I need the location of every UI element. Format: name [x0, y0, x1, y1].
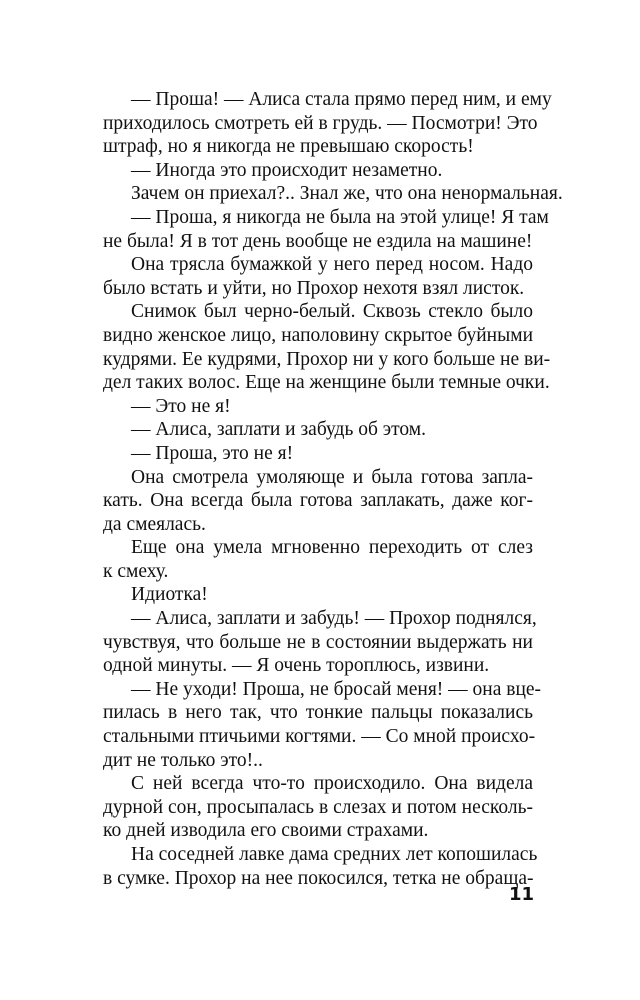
- text-line: штраф, но я никогда не превышаю скорость!: [103, 136, 474, 158]
- text-line: дурной сон, просыпалась в слезах и потом несколь-: [103, 796, 533, 818]
- page-number: 11: [508, 884, 534, 905]
- text-line: Еще она умела мгновенно переходить от слез: [131, 537, 533, 559]
- text-line: дел таких волос. Еще на женщине были темные очки.: [103, 372, 550, 394]
- text-line: пилась в него так, что тонкие пальцы показались: [103, 702, 533, 724]
- text-line: кать. Она всегда была готова заплакать, даже ког-: [103, 490, 533, 512]
- text-line: — Иногда это происходит незаметно.: [131, 159, 443, 181]
- text-line: кудрями. Ее кудрями, Прохор ни у кого больше не ви-: [103, 348, 551, 370]
- text-line: видно женское лицо, наполовину скрытое буйными: [103, 324, 533, 346]
- text-line: Она трясла бумажкой у него перед носом. Надо: [131, 254, 533, 276]
- text-line: — Проша, я никогда не была на этой улице! Я там: [131, 206, 549, 228]
- text-line: чувствуя, что больше не в состоянии выдержать ни: [103, 631, 533, 653]
- text-line: было встать и уйти, но Прохор нехотя взял листок.: [103, 277, 525, 299]
- text-line: На соседней лавке дама средних лет копошилась: [131, 844, 538, 865]
- text-line: приходилось смотреть ей в грудь. — Посмотри! Это: [103, 112, 538, 134]
- body-text: [103, 88, 563, 890]
- text-line: одной минуты. — Я очень тороплюсь, извини.: [103, 655, 490, 677]
- text-line: — Не уходи! Проша, не бросай меня! — она вце-: [131, 678, 542, 700]
- text-line: ко дней изводила его своими страхами.: [103, 820, 429, 842]
- text-line: Идиотка!: [131, 584, 208, 606]
- text-line: — Проша, это не я!: [131, 442, 294, 464]
- text-line: не была! Я в тот день вообще не ездила на машине!: [103, 230, 533, 252]
- text-line: — Алиса, заплати и забудь! — Прохор поднялся,: [131, 608, 537, 630]
- text-line: Снимок был черно-белый. Сквозь стекло было: [131, 301, 533, 323]
- text-line: С ней всегда что-то происходило. Она видела: [131, 773, 533, 795]
- text-line: да смеялась.: [103, 513, 206, 535]
- text-line: к смеху.: [103, 560, 169, 582]
- text-line: Она смотрела умоляюще и была готова запла-: [131, 466, 533, 488]
- text-line: — Алиса, заплати и забудь об этом.: [131, 419, 427, 441]
- text-line: — Это не я!: [131, 395, 231, 417]
- text-line: дит не только это!..: [103, 749, 263, 771]
- text-line: — Проша! — Алиса стала прямо перед ним, и ему: [131, 89, 552, 110]
- text-line: Зачем он приехал?.. Знал же, что она ненормальная.: [131, 183, 563, 205]
- text-line: стальными птичьими когтями. — Со мной происхо-: [103, 726, 536, 748]
- text-line: в сумке. Прохор на нее покосился, тетка не обраща-: [103, 867, 534, 889]
